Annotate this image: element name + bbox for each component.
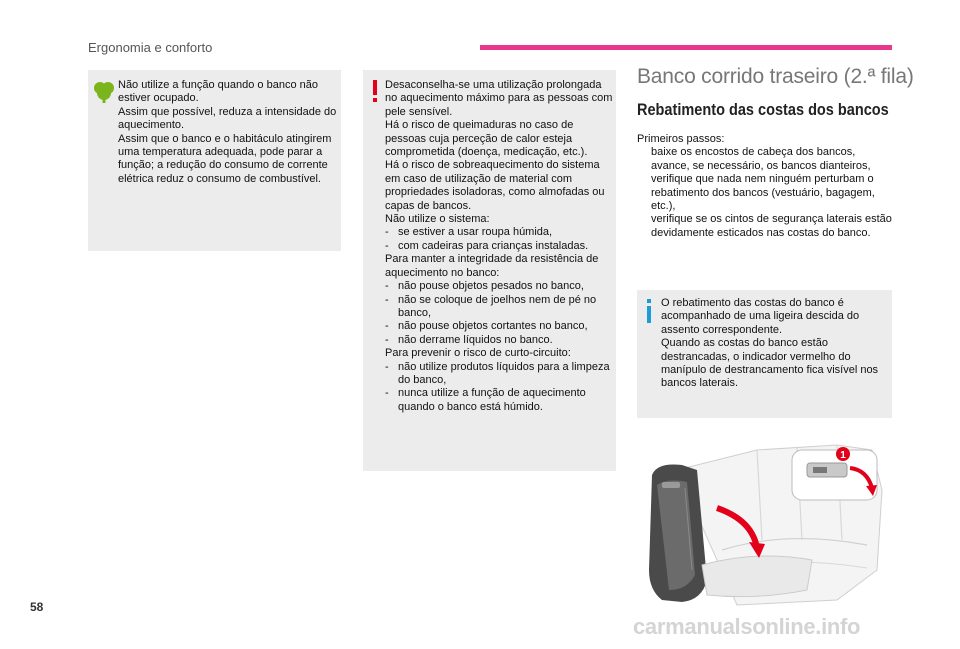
warning-line: - não utilize produtos líquidos para a limpeza do banco, bbox=[385, 360, 613, 386]
eco-tree-icon bbox=[93, 80, 115, 104]
section-header: Ergonomia e conforto bbox=[88, 40, 213, 55]
warning-line: Para manter a integridade da resistência de aquecimento no banco: bbox=[385, 253, 602, 279]
steps-list bbox=[637, 133, 895, 240]
info-box bbox=[637, 290, 892, 418]
warning-line: - não pouse objetos pesados no banco, bbox=[385, 280, 584, 293]
callout-number: 1 bbox=[840, 450, 846, 461]
warning-line: Para prevenir o risco de curto-circuito: bbox=[385, 347, 571, 360]
step-text: avance, se necessário, os bancos dianteiros, bbox=[651, 159, 871, 172]
exclamation-icon bbox=[370, 80, 380, 102]
step-item bbox=[637, 173, 895, 213]
warning-line: - não se coloque de joelhos nem de pé no banco, bbox=[385, 293, 600, 319]
step-item bbox=[637, 213, 895, 240]
eco-tip-box bbox=[88, 70, 341, 251]
warning-line: - com cadeiras para crianças instaladas. bbox=[385, 239, 589, 252]
info-line: O rebatimento das costas do banco é acompanhado de uma ligeira descida do assento correspondente. bbox=[661, 297, 863, 336]
eco-tip-line: Não utilize a função quando o banco não estiver ocupado. bbox=[118, 79, 322, 105]
info-text bbox=[661, 297, 887, 391]
watermark: carmanualsonline.info bbox=[633, 614, 861, 639]
step-text: verifique se os cintos de segurança laterais estão devidamente esticados nas costas do banco. bbox=[651, 213, 892, 239]
eco-tip-line: Assim que possível, reduza a intensidade do aquecimento. bbox=[118, 105, 340, 132]
warning-box bbox=[363, 70, 616, 471]
step-item bbox=[637, 160, 895, 173]
eco-tip-text bbox=[118, 79, 338, 186]
warning-line: Há o risco de sobreaquecimento do sistema em caso de utilização de material com propriedades isoladoras, como almofadas ou capas de bancos. bbox=[385, 159, 608, 212]
step-text: verifique que nada nem ninguém perturbam o rebatimento dos bancos (vestuário, bagagem, etc.), bbox=[651, 173, 875, 213]
info-line: Quando as costas do banco estão destrancadas, o indicador vermelho do manípulo de destrancamento fica visível nos bancos laterais. bbox=[661, 337, 882, 390]
step-text: baixe os encostos de cabeça dos bancos, bbox=[651, 146, 856, 159]
subsection-title: Rebatimento das costas dos bancos bbox=[637, 101, 889, 119]
warning-line: - se estiver a usar roupa húmida, bbox=[385, 226, 553, 239]
warning-line: - não derrame líquidos no banco. bbox=[385, 333, 553, 346]
eco-tip-line: Assim que o banco e o habitáculo atingirem uma temperatura adequada, pode parar a função; a redução do consumo de corrente elétrica reduz o consumo de combustível. bbox=[118, 132, 335, 185]
header-accent-bar bbox=[480, 45, 892, 50]
release-handle-icon bbox=[662, 482, 680, 488]
warning-line: - não pouse objetos cortantes no banco, bbox=[385, 320, 588, 333]
section-title: Banco corrido traseiro (2.ª fila) bbox=[637, 65, 914, 88]
warning-line: Desaconselha-se uma utilização prolongada no aquecimento máximo para as pessoas com pele sensível. bbox=[385, 79, 616, 118]
warning-line: Há o risco de queimaduras no caso de pessoas cuja perceção de calor esteja comprometida (doença, medicação, etc.). bbox=[385, 119, 588, 159]
warning-line: Não utilize o sistema: bbox=[385, 213, 490, 226]
info-icon bbox=[645, 299, 653, 323]
page-number: 58 bbox=[30, 600, 44, 614]
warning-line: - nunca utilize a função de aquecimento quando o banco está húmido. bbox=[385, 387, 589, 413]
rear-seat-illustration bbox=[637, 430, 892, 606]
steps-intro: Primeiros passos: bbox=[637, 133, 725, 145]
warning-text bbox=[385, 79, 616, 414]
step-item bbox=[637, 146, 895, 159]
